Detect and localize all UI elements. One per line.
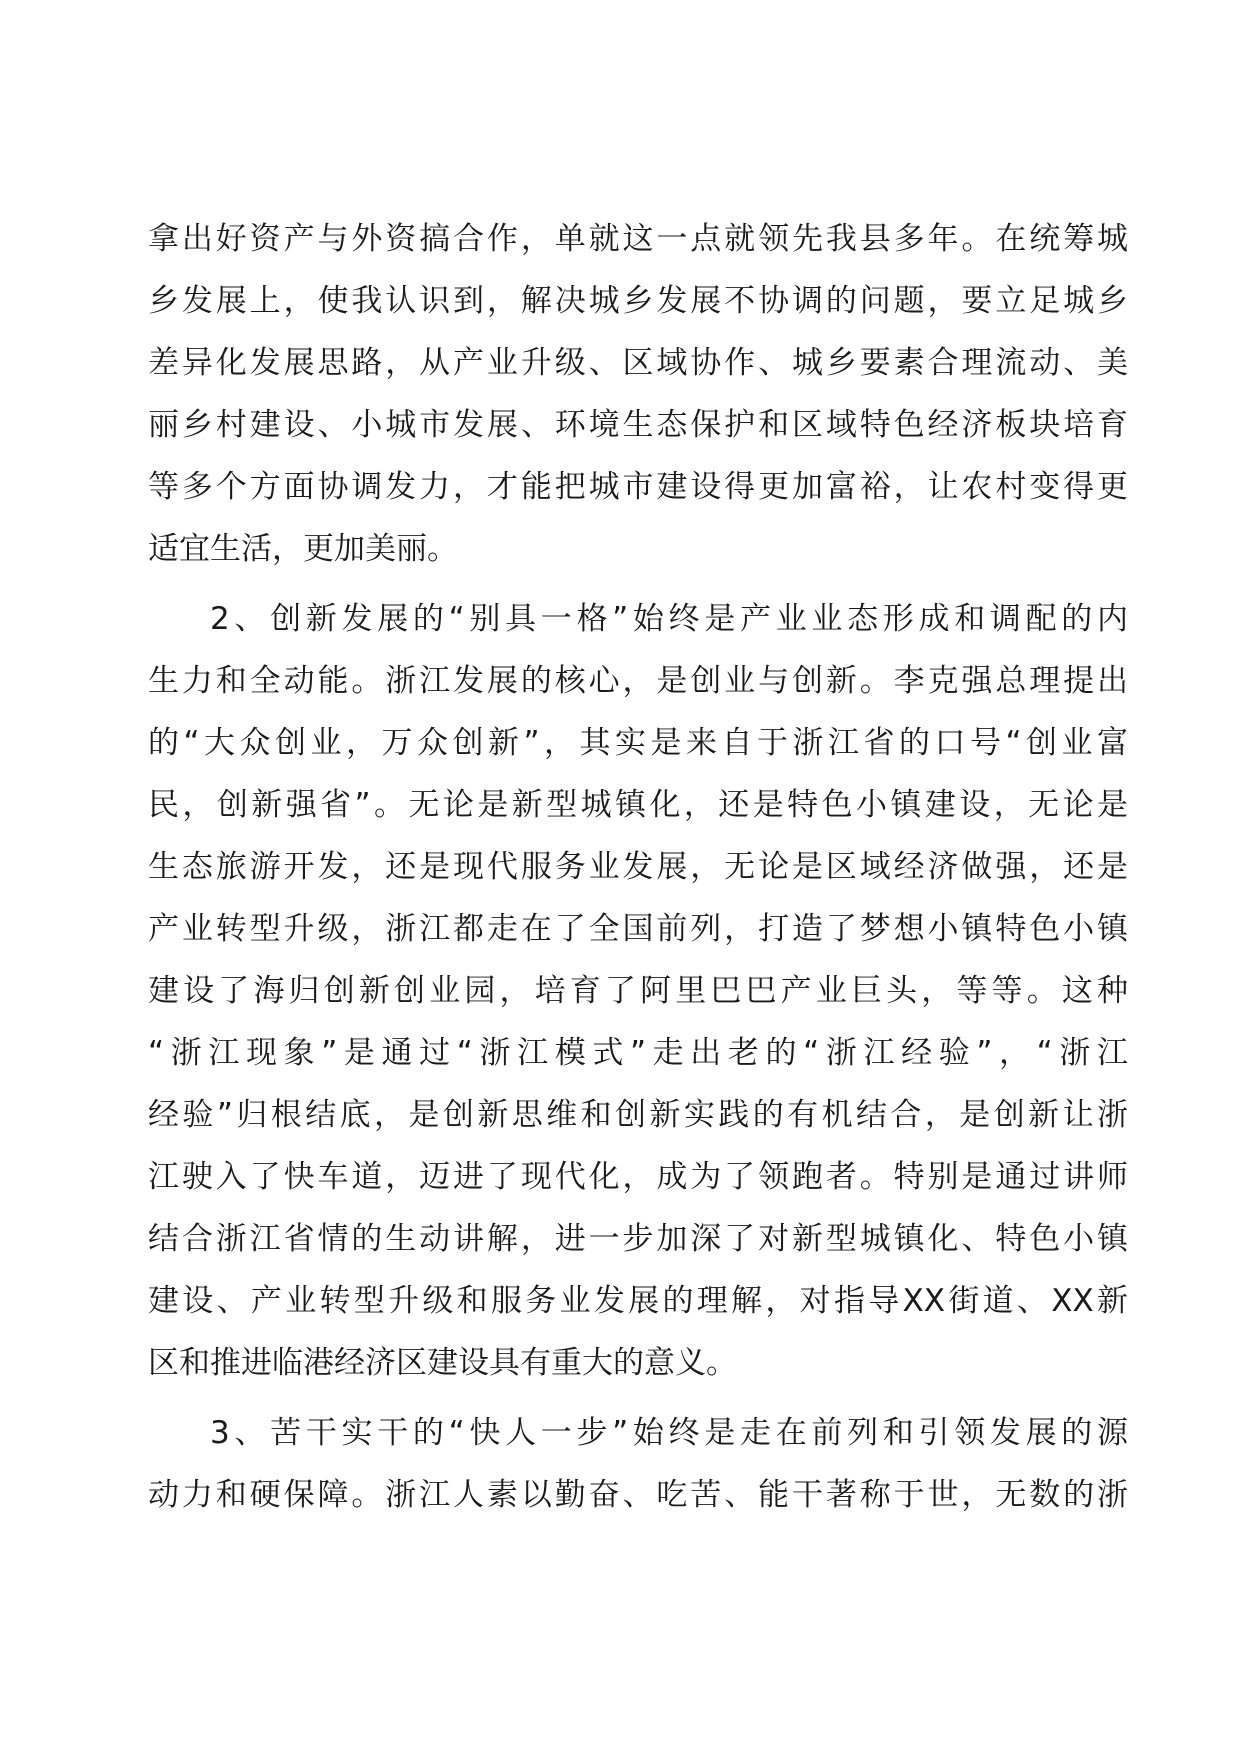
text-line: 适宜生活，更加美丽。 <box>148 531 458 567</box>
text-line: 建设、产业转型升级和服务业发展的理解，对指导XX街道、XX新 <box>148 1283 1128 1319</box>
text-line: 经验”归根结底，是创新思维和创新实践的有机结合，是创新让浙 <box>148 1097 1128 1133</box>
text-line: 生态旅游开发，还是现代服务业发展，无论是区域经济做强，还是 <box>148 849 1128 885</box>
text-line: 丽乡村建设、小城市发展、环境生态保护和区域特色经济板块培育 <box>148 407 1128 443</box>
text-line: 等多个方面协调发力，才能把城市建设得更加富裕，让农村变得更 <box>148 469 1128 505</box>
text-line: 区和推进临港经济区建设具有重大的意义。 <box>148 1345 737 1381</box>
text-line: 拿出好资产与外资搞合作，单就这一点就领先我县多年。在统筹城 <box>148 221 1128 257</box>
paragraph-gap <box>148 580 1128 588</box>
text-line: 民，创新强省”。无论是新型城镇化，还是特色小镇建设，无论是 <box>148 787 1128 823</box>
text-line: 生力和全动能。浙江发展的核心，是创业与创新。李克强总理提出 <box>148 663 1128 699</box>
document-body <box>148 208 1128 1526</box>
text-line: 2、创新发展的“别具一格”始终是产业业态形成和调配的内 <box>210 601 1128 637</box>
paragraph-1 <box>148 208 1128 580</box>
text-line: 建设了海归创新创业园，培育了阿里巴巴产业巨头，等等。这种 <box>148 973 1128 1009</box>
text-line: 结合浙江省情的生动讲解，进一步加深了对新型城镇化、特色小镇 <box>148 1221 1128 1257</box>
text-line: 江驶入了快车道，迈进了现代化，成为了领跑者。特别是通过讲师 <box>148 1159 1128 1195</box>
text-line: 产业转型升级，浙江都走在了全国前列，打造了梦想小镇特色小镇 <box>148 911 1128 947</box>
paragraph-gap <box>148 1394 1128 1402</box>
text-line: 动力和硬保障。浙江人素以勤奋、吃苦、能干著称于世，无数的浙 <box>148 1477 1128 1513</box>
paragraph-3 <box>148 1402 1128 1526</box>
text-line: “浙江现象”是通过“浙江模式”走出老的“浙江经验”，“浙江 <box>148 1035 1128 1071</box>
text-line: 的“大众创业，万众创新”，其实是来自于浙江省的口号“创业富 <box>148 725 1128 761</box>
text-line: 乡发展上，使我认识到，解决城乡发展不协调的问题，要立足城乡 <box>148 283 1128 319</box>
paragraph-2 <box>148 588 1128 1394</box>
text-line: 差异化发展思路，从产业升级、区域协作、城乡要素合理流动、美 <box>148 345 1128 381</box>
text-line: 3、苦干实干的“快人一步”始终是走在前列和引领发展的源 <box>210 1415 1128 1451</box>
